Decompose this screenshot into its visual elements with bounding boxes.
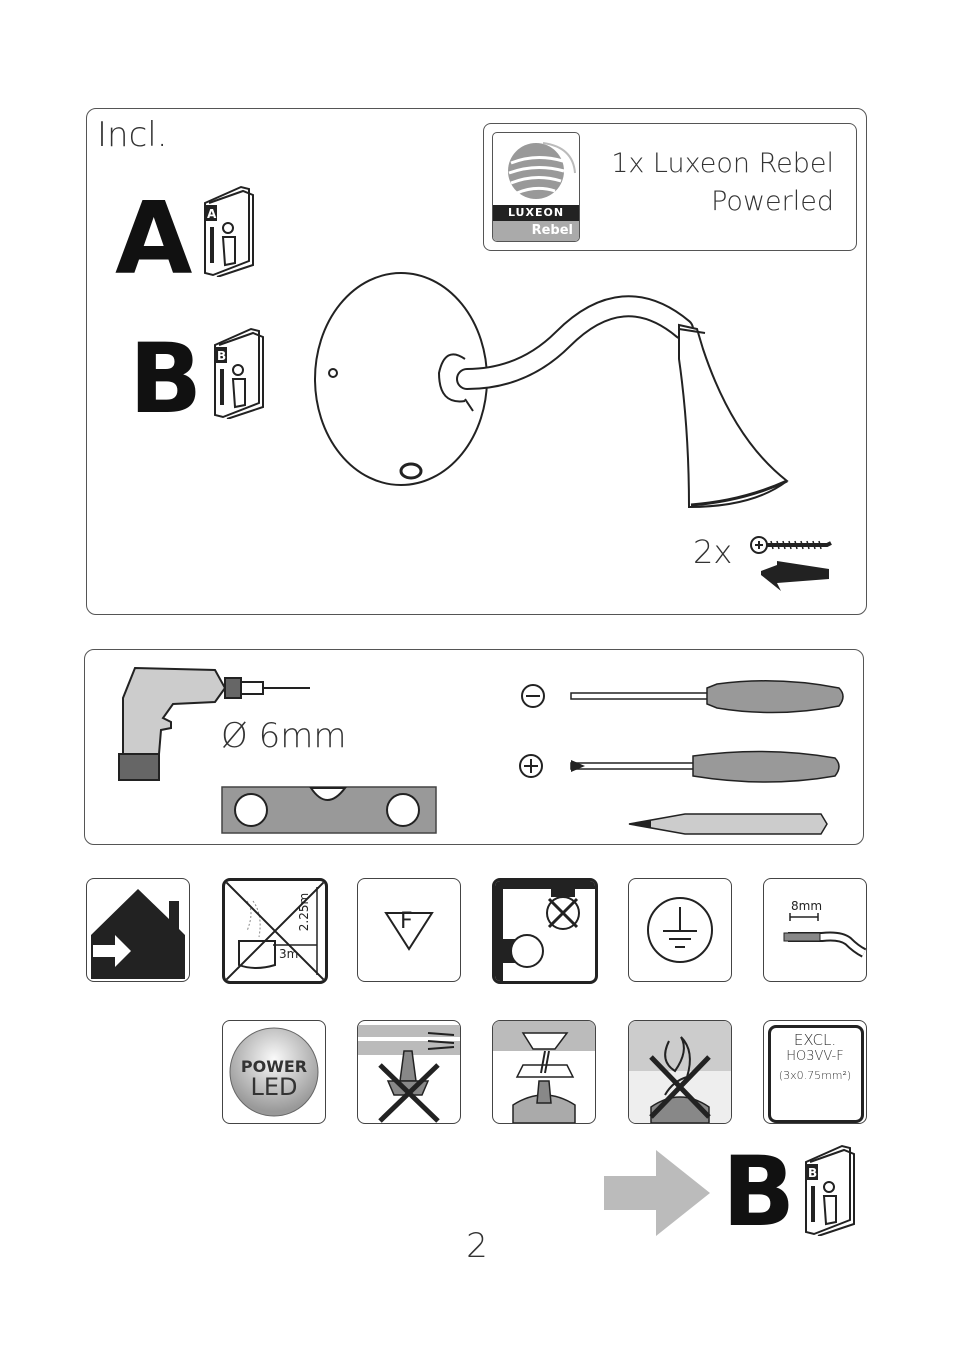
tools-panel	[84, 649, 864, 845]
strip-length-label: 8mm	[791, 899, 823, 913]
no-cable-tangle-icon	[628, 1020, 732, 1124]
luxeon-brand: LUXEON	[493, 205, 579, 221]
manual-a-book-icon	[201, 181, 257, 277]
wall-lamp-illustration	[313, 269, 803, 519]
flat-screwdriver-icon	[517, 678, 849, 718]
led-label-line1: 1x Luxeon Rebel	[611, 148, 834, 179]
phillips-screwdriver-icon	[517, 750, 849, 790]
no-insulated-ceiling-icon	[357, 1020, 461, 1124]
zone-height-label: 2.25m	[297, 892, 312, 932]
power-led-icon	[222, 1020, 326, 1124]
included-panel	[86, 108, 867, 615]
f-mark-icon	[357, 878, 461, 982]
f-mark-letter: F	[400, 909, 413, 934]
no-ceiling-mount-icon	[492, 878, 598, 984]
excl-line2: HO3VV-F	[786, 1049, 844, 1064]
luxeon-box	[483, 123, 857, 251]
power-label: POWER	[240, 1057, 308, 1076]
next-arrow-icon	[604, 1150, 712, 1236]
earth-ground-icon	[628, 878, 732, 982]
ceiling-mounting-icon	[492, 1020, 596, 1124]
indoor-use-icon	[86, 878, 190, 982]
manual-b-footer-icon	[802, 1140, 858, 1236]
excl-line3: (3x0.75mm²)	[778, 1069, 852, 1082]
screws-quantity: 2x	[693, 533, 733, 571]
luxeon-sphere-icon	[493, 133, 579, 205]
manual-a-letter: A	[115, 180, 193, 297]
svg-text:A: A	[207, 207, 217, 221]
spirit-level-icon	[221, 786, 437, 834]
strip-wire-icon	[763, 878, 867, 982]
manual-b-book-icon	[211, 323, 267, 419]
svg-text:B: B	[808, 1166, 818, 1180]
page-number: 2	[466, 1226, 488, 1266]
drill-bit-size: Ø 6mm	[221, 716, 347, 756]
manual-b-letter: B	[129, 323, 203, 435]
plug-icon	[794, 1091, 867, 1124]
bathroom-zone-icon	[222, 878, 328, 984]
excl-line1: EXCL.	[793, 1031, 837, 1049]
zone-width-label: 3m	[279, 947, 299, 961]
cable-excluded-icon	[763, 1020, 867, 1124]
luxeon-logo	[492, 132, 580, 242]
included-title: Incl.	[97, 115, 168, 155]
led-label: LED	[250, 1073, 298, 1101]
pencil-icon	[625, 810, 831, 838]
svg-text:B: B	[217, 349, 227, 363]
next-manual-letter: B	[722, 1136, 796, 1248]
led-label-line2: Powerled	[711, 186, 834, 217]
screw-and-plug-icon	[747, 531, 837, 595]
luxeon-sub: Rebel	[493, 221, 579, 241]
